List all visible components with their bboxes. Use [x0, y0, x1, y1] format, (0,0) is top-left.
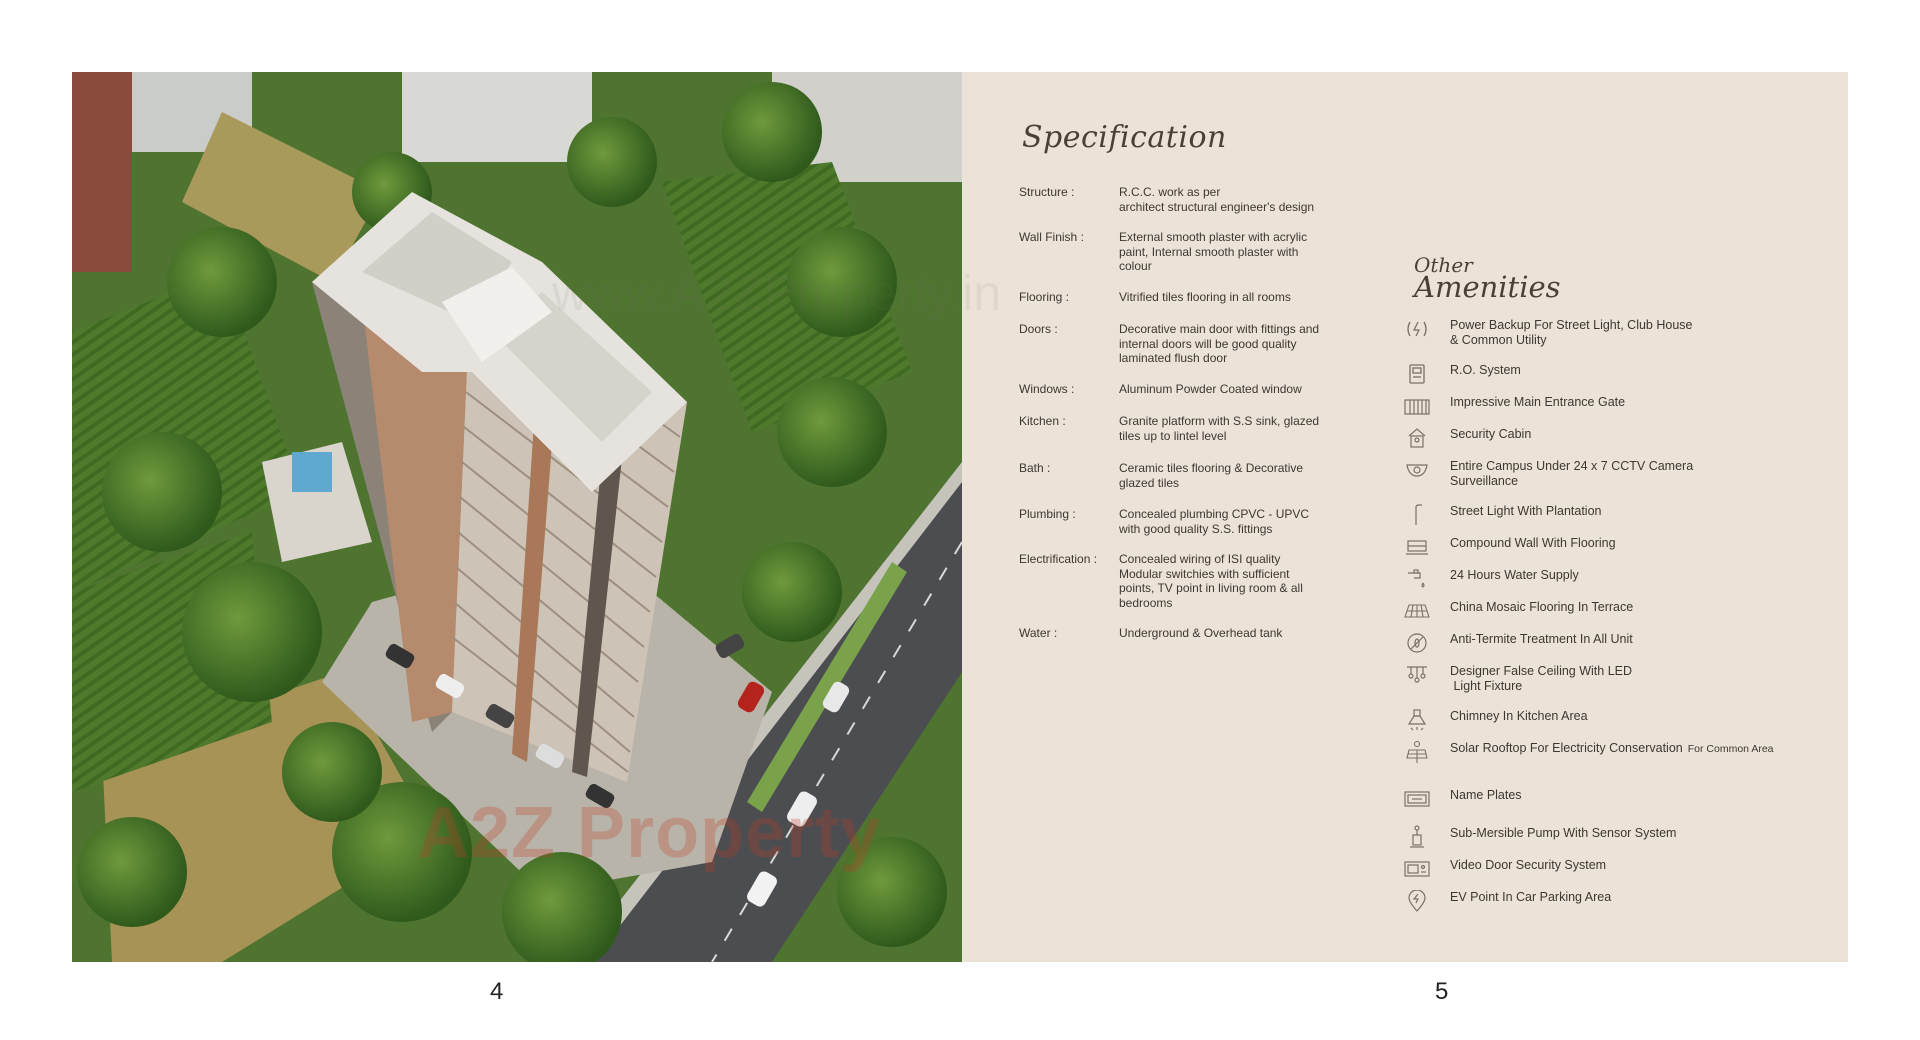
spec-line: Modular switchies with sufficient — [1119, 566, 1290, 581]
amenity-item — [1404, 664, 1632, 693]
spec-label: Bath : — [1019, 461, 1051, 475]
page-number-left: 4 — [490, 978, 504, 1005]
specification-title: Specification — [1022, 120, 1227, 155]
ev-point-icon — [1404, 890, 1430, 912]
spec-line: architect structural engineer's design — [1119, 199, 1315, 214]
spec-row-doors — [1019, 322, 1319, 366]
amenity-line: 24 Hours Water Supply — [1450, 568, 1579, 582]
spec-line: Concealed plumbing CPVC - UPVC — [1119, 507, 1310, 521]
chimney-icon — [1404, 709, 1430, 731]
security-cabin-icon — [1404, 427, 1430, 449]
amenity-line: Entire Campus Under 24 x 7 CCTV Camera — [1450, 459, 1694, 473]
amenity-item — [1404, 568, 1579, 590]
spec-label: Structure : — [1019, 185, 1075, 199]
spec-line: points, TV point in living room & all — [1119, 581, 1303, 595]
amenity-line: Light Fixture — [1450, 678, 1523, 693]
spec-label: Plumbing : — [1019, 507, 1076, 521]
spec-value — [1119, 626, 1282, 641]
spec-line: Concealed wiring of ISI quality — [1119, 552, 1281, 566]
amenity-item — [1404, 318, 1692, 347]
spec-line: Decorative main door with fittings and — [1119, 322, 1320, 336]
water-tap-icon — [1404, 568, 1430, 590]
amenity-item — [1404, 632, 1633, 654]
amenity-line: Video Door Security System — [1450, 858, 1607, 872]
amenity-item — [1404, 788, 1522, 810]
amenity-line: Security Cabin — [1450, 427, 1532, 441]
spec-line: Granite platform with S.S sink, glazed — [1119, 414, 1320, 428]
pump-icon — [1404, 826, 1430, 848]
amenity-line: Chimney In Kitchen Area — [1450, 709, 1588, 723]
spec-value — [1119, 414, 1319, 443]
amenity-item — [1404, 363, 1521, 385]
left-page-aerial-image — [72, 72, 962, 962]
entrance-gate-icon — [1404, 395, 1430, 417]
spec-label: Flooring : — [1019, 290, 1070, 304]
spec-line: Ceramic tiles flooring & Decorative — [1119, 461, 1304, 475]
compound-wall-icon — [1404, 536, 1430, 558]
amenity-item — [1404, 536, 1616, 558]
amenity-item — [1404, 427, 1531, 449]
spec-line: Underground & Overhead tank — [1119, 626, 1283, 640]
amenity-extra-note: For Common Area — [1687, 743, 1774, 755]
spec-line: internal doors will be good quality — [1119, 336, 1297, 351]
spec-line: with good quality S.S. fittings — [1119, 521, 1273, 536]
amenity-line: Power Backup For Street Light, Club House — [1450, 318, 1693, 332]
spec-line: Aluminum Powder Coated window — [1119, 382, 1302, 396]
spec-label: Water : — [1019, 626, 1058, 640]
spec-row-electrification — [1019, 552, 1303, 610]
spec-row-structure — [1019, 185, 1314, 214]
spec-line: R.C.C. work as per — [1119, 185, 1221, 199]
ceiling-light-icon — [1404, 664, 1430, 686]
amenity-line: Surveillance — [1450, 473, 1519, 488]
video-door-icon — [1404, 858, 1430, 880]
spec-label: Doors : — [1019, 322, 1058, 336]
amenity-item — [1404, 709, 1588, 731]
amenity-line: Solar Rooftop For Electricity Conservation — [1450, 741, 1683, 755]
amenities-title-line1: Other — [1414, 253, 1473, 277]
spec-line: tiles up to lintel level — [1119, 428, 1227, 443]
spec-row-bath — [1019, 461, 1303, 490]
amenity-line: EV Point In Car Parking Area — [1450, 890, 1612, 904]
spec-value — [1119, 552, 1303, 610]
amenity-line: Name Plates — [1450, 788, 1522, 802]
amenity-item — [1404, 858, 1606, 880]
amenity-item — [1404, 504, 1601, 526]
ro-system-icon — [1404, 363, 1430, 385]
amenities-title — [1414, 255, 1561, 302]
spec-row-windows — [1019, 382, 1302, 397]
cctv-camera-icon — [1404, 459, 1430, 481]
anti-termite-icon — [1404, 632, 1430, 654]
spec-line: External smooth plaster with acrylic — [1119, 230, 1308, 244]
page-number-right: 5 — [1435, 978, 1449, 1005]
spec-line: bedrooms — [1119, 595, 1173, 610]
spec-line: paint, Internal smooth plaster with — [1119, 244, 1299, 259]
right-page-specifications — [962, 72, 1848, 962]
spec-row-wall-finish — [1019, 230, 1307, 274]
amenity-line: Sub-Mersible Pump With Sensor System — [1450, 826, 1677, 840]
spec-label: Electrification : — [1019, 552, 1098, 566]
name-plate-icon — [1404, 788, 1430, 810]
spec-row-plumbing — [1019, 507, 1309, 536]
spec-line: Vitrified tiles flooring in all rooms — [1119, 290, 1291, 304]
amenity-line: Impressive Main Entrance Gate — [1450, 395, 1626, 409]
amenity-item — [1404, 826, 1676, 848]
amenity-item — [1404, 890, 1611, 912]
amenity-line: Compound Wall With Flooring — [1450, 536, 1616, 550]
amenity-line: Street Light With Plantation — [1450, 504, 1602, 518]
spec-value — [1119, 185, 1314, 214]
spec-row-flooring — [1019, 290, 1291, 305]
amenities-title-line2: Amenities — [1414, 270, 1561, 304]
amenity-item — [1404, 459, 1693, 488]
spec-line: colour — [1119, 259, 1152, 273]
spec-value — [1119, 382, 1302, 397]
spec-value — [1119, 230, 1307, 274]
spec-value — [1119, 461, 1303, 490]
spec-line: glazed tiles — [1119, 475, 1180, 490]
spec-value — [1119, 290, 1291, 305]
left-watermark: A2Z Property — [417, 793, 882, 873]
amenity-item — [1404, 600, 1633, 622]
spec-value — [1119, 507, 1309, 536]
aerial-building-render — [72, 72, 962, 962]
spec-label: Wall Finish : — [1019, 230, 1084, 244]
brochure-spread — [72, 72, 1848, 962]
spec-line: laminated flush door — [1119, 351, 1228, 365]
solar-panel-icon — [1404, 741, 1430, 763]
street-light-icon — [1404, 504, 1430, 526]
amenity-line: Anti-Termite Treatment In All Unit — [1450, 632, 1633, 646]
amenity-line: R.O. System — [1450, 363, 1521, 377]
spec-row-kitchen — [1019, 414, 1319, 443]
amenity-item — [1404, 395, 1625, 417]
amenity-line: Designer False Ceiling With LED — [1450, 664, 1633, 678]
amenity-line: China Mosaic Flooring In Terrace — [1450, 600, 1634, 614]
amenity-item — [1404, 741, 1774, 763]
mosaic-floor-icon — [1404, 600, 1430, 622]
amenity-line: & Common Utility — [1450, 332, 1547, 347]
spec-row-water — [1019, 626, 1282, 641]
power-backup-icon — [1404, 318, 1430, 340]
spec-value — [1119, 322, 1319, 366]
spec-label: Kitchen : — [1019, 414, 1066, 428]
spec-label: Windows : — [1019, 382, 1075, 396]
